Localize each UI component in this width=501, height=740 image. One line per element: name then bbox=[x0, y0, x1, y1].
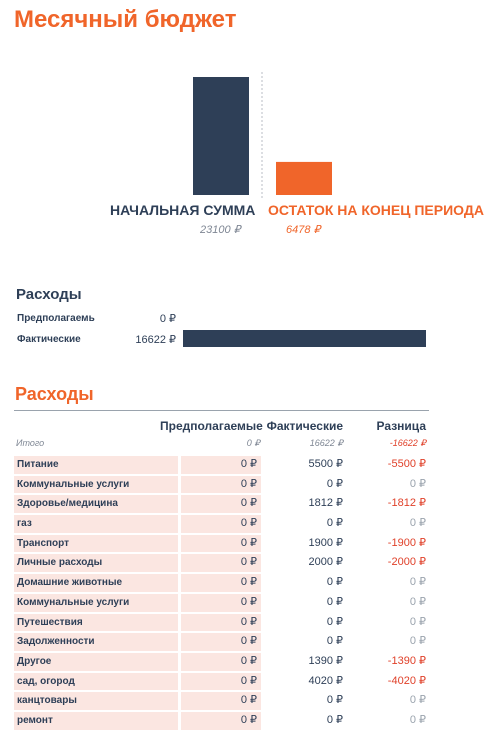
row-planned: 0 ₽ bbox=[181, 712, 261, 730]
row-category: газ bbox=[14, 515, 178, 533]
row-category: Другое bbox=[14, 653, 178, 671]
table-row bbox=[14, 691, 429, 711]
actual-label: Фактические bbox=[17, 334, 81, 345]
actual-expenses-bar bbox=[183, 330, 426, 347]
row-actual: 5500 ₽ bbox=[308, 458, 343, 470]
row-planned: 0 ₽ bbox=[181, 614, 261, 632]
page-title: Месячный бюджет bbox=[14, 6, 237, 33]
row-planned: 0 ₽ bbox=[181, 476, 261, 494]
row-actual: 0 ₽ bbox=[326, 615, 343, 628]
actual-value: 16622 ₽ bbox=[135, 334, 176, 346]
balance-bar-chart bbox=[0, 60, 501, 200]
row-actual: 2000 ₽ bbox=[308, 556, 343, 569]
row-diff: -1900 ₽ bbox=[387, 536, 426, 549]
row-diff: 0 ₽ bbox=[409, 615, 426, 628]
row-category: Коммунальные услуги bbox=[14, 476, 178, 494]
table-row bbox=[14, 455, 429, 475]
table-row bbox=[14, 593, 429, 613]
table-row bbox=[14, 553, 429, 573]
row-diff: 0 ₽ bbox=[409, 694, 426, 707]
row-diff: 0 ₽ bbox=[409, 713, 426, 726]
row-actual: 0 ₽ bbox=[326, 595, 343, 608]
row-diff: -1812 ₽ bbox=[387, 497, 426, 510]
totals-planned: 0 ₽ bbox=[246, 438, 260, 448]
header-planned: Предполагаемые bbox=[160, 419, 263, 433]
value-label-start: 23100 ₽ bbox=[200, 224, 241, 236]
totals-actual: 16622 ₽ bbox=[309, 438, 343, 448]
row-diff: 0 ₽ bbox=[409, 635, 426, 648]
row-planned: 0 ₽ bbox=[181, 495, 261, 513]
row-planned: 0 ₽ bbox=[181, 653, 261, 671]
row-diff: -1390 ₽ bbox=[387, 654, 426, 667]
row-category: Транспорт bbox=[14, 535, 178, 553]
row-category: ремонт bbox=[14, 712, 178, 730]
row-category: Домашние животные bbox=[14, 574, 178, 592]
row-actual: 0 ₽ bbox=[326, 477, 343, 490]
row-diff: 0 ₽ bbox=[409, 576, 426, 589]
totals-label: Итого bbox=[16, 438, 45, 448]
totals-diff: -16622 ₽ bbox=[389, 438, 426, 448]
row-diff: 0 ₽ bbox=[409, 477, 426, 490]
row-diff: -2000 ₽ bbox=[387, 556, 426, 569]
row-actual: 0 ₽ bbox=[326, 713, 343, 726]
row-diff: -5500 ₽ bbox=[387, 458, 426, 470]
row-category: Питание bbox=[14, 456, 178, 474]
category-label-end: ОСТАТОК НА КОНЕЦ ПЕРИОДА bbox=[268, 202, 484, 218]
row-category: Здоровье/медицина bbox=[14, 495, 178, 513]
row-category: Личные расходы bbox=[14, 554, 178, 572]
row-actual: 1812 ₽ bbox=[308, 497, 343, 510]
table-row bbox=[14, 573, 429, 593]
row-actual: 1390 ₽ bbox=[308, 654, 343, 667]
table-row bbox=[14, 711, 429, 731]
row-planned: 0 ₽ bbox=[181, 554, 261, 572]
table-row bbox=[14, 672, 429, 692]
row-diff: 0 ₽ bbox=[409, 595, 426, 608]
row-category: Коммунальные услуги bbox=[14, 594, 178, 612]
expenses-table-title: Расходы bbox=[15, 384, 94, 404]
row-planned: 0 ₽ bbox=[181, 692, 261, 710]
table-row bbox=[14, 652, 429, 672]
category-label-start: НАЧАЛЬНАЯ СУММА bbox=[110, 202, 256, 218]
header-diff: Разница bbox=[376, 419, 426, 433]
table-row bbox=[14, 494, 429, 514]
row-planned: 0 ₽ bbox=[181, 633, 261, 651]
table-row bbox=[14, 514, 429, 534]
planned-label: Предполагаемь bbox=[17, 313, 95, 324]
row-planned: 0 ₽ bbox=[181, 456, 261, 474]
header-actual: Фактические bbox=[266, 419, 343, 433]
section-divider bbox=[14, 410, 429, 411]
row-actual: 0 ₽ bbox=[326, 635, 343, 648]
row-category: канцтовары bbox=[14, 692, 178, 710]
bar-end bbox=[276, 162, 332, 195]
expenses-table bbox=[14, 455, 429, 731]
value-label-end: 6478 ₽ bbox=[286, 224, 321, 236]
row-actual: 4020 ₽ bbox=[308, 674, 343, 687]
table-row bbox=[14, 534, 429, 554]
row-actual: 0 ₽ bbox=[326, 694, 343, 707]
row-planned: 0 ₽ bbox=[181, 574, 261, 592]
table-row bbox=[14, 632, 429, 652]
bar-start bbox=[193, 77, 249, 195]
row-category: Путешествия bbox=[14, 614, 178, 632]
planned-value: 0 ₽ bbox=[159, 313, 176, 325]
expenses-summary-title: Расходы bbox=[16, 286, 82, 303]
row-planned: 0 ₽ bbox=[181, 515, 261, 533]
row-planned: 0 ₽ bbox=[181, 673, 261, 691]
row-category: Задолженности bbox=[14, 633, 178, 651]
row-actual: 0 ₽ bbox=[326, 517, 343, 530]
row-actual: 0 ₽ bbox=[326, 576, 343, 589]
row-actual: 1900 ₽ bbox=[308, 536, 343, 549]
row-diff: -4020 ₽ bbox=[387, 674, 426, 687]
row-category: сад, огород bbox=[14, 673, 178, 691]
row-planned: 0 ₽ bbox=[181, 594, 261, 612]
table-row bbox=[14, 475, 429, 495]
row-diff: 0 ₽ bbox=[409, 517, 426, 530]
row-planned: 0 ₽ bbox=[181, 535, 261, 553]
table-row bbox=[14, 613, 429, 633]
